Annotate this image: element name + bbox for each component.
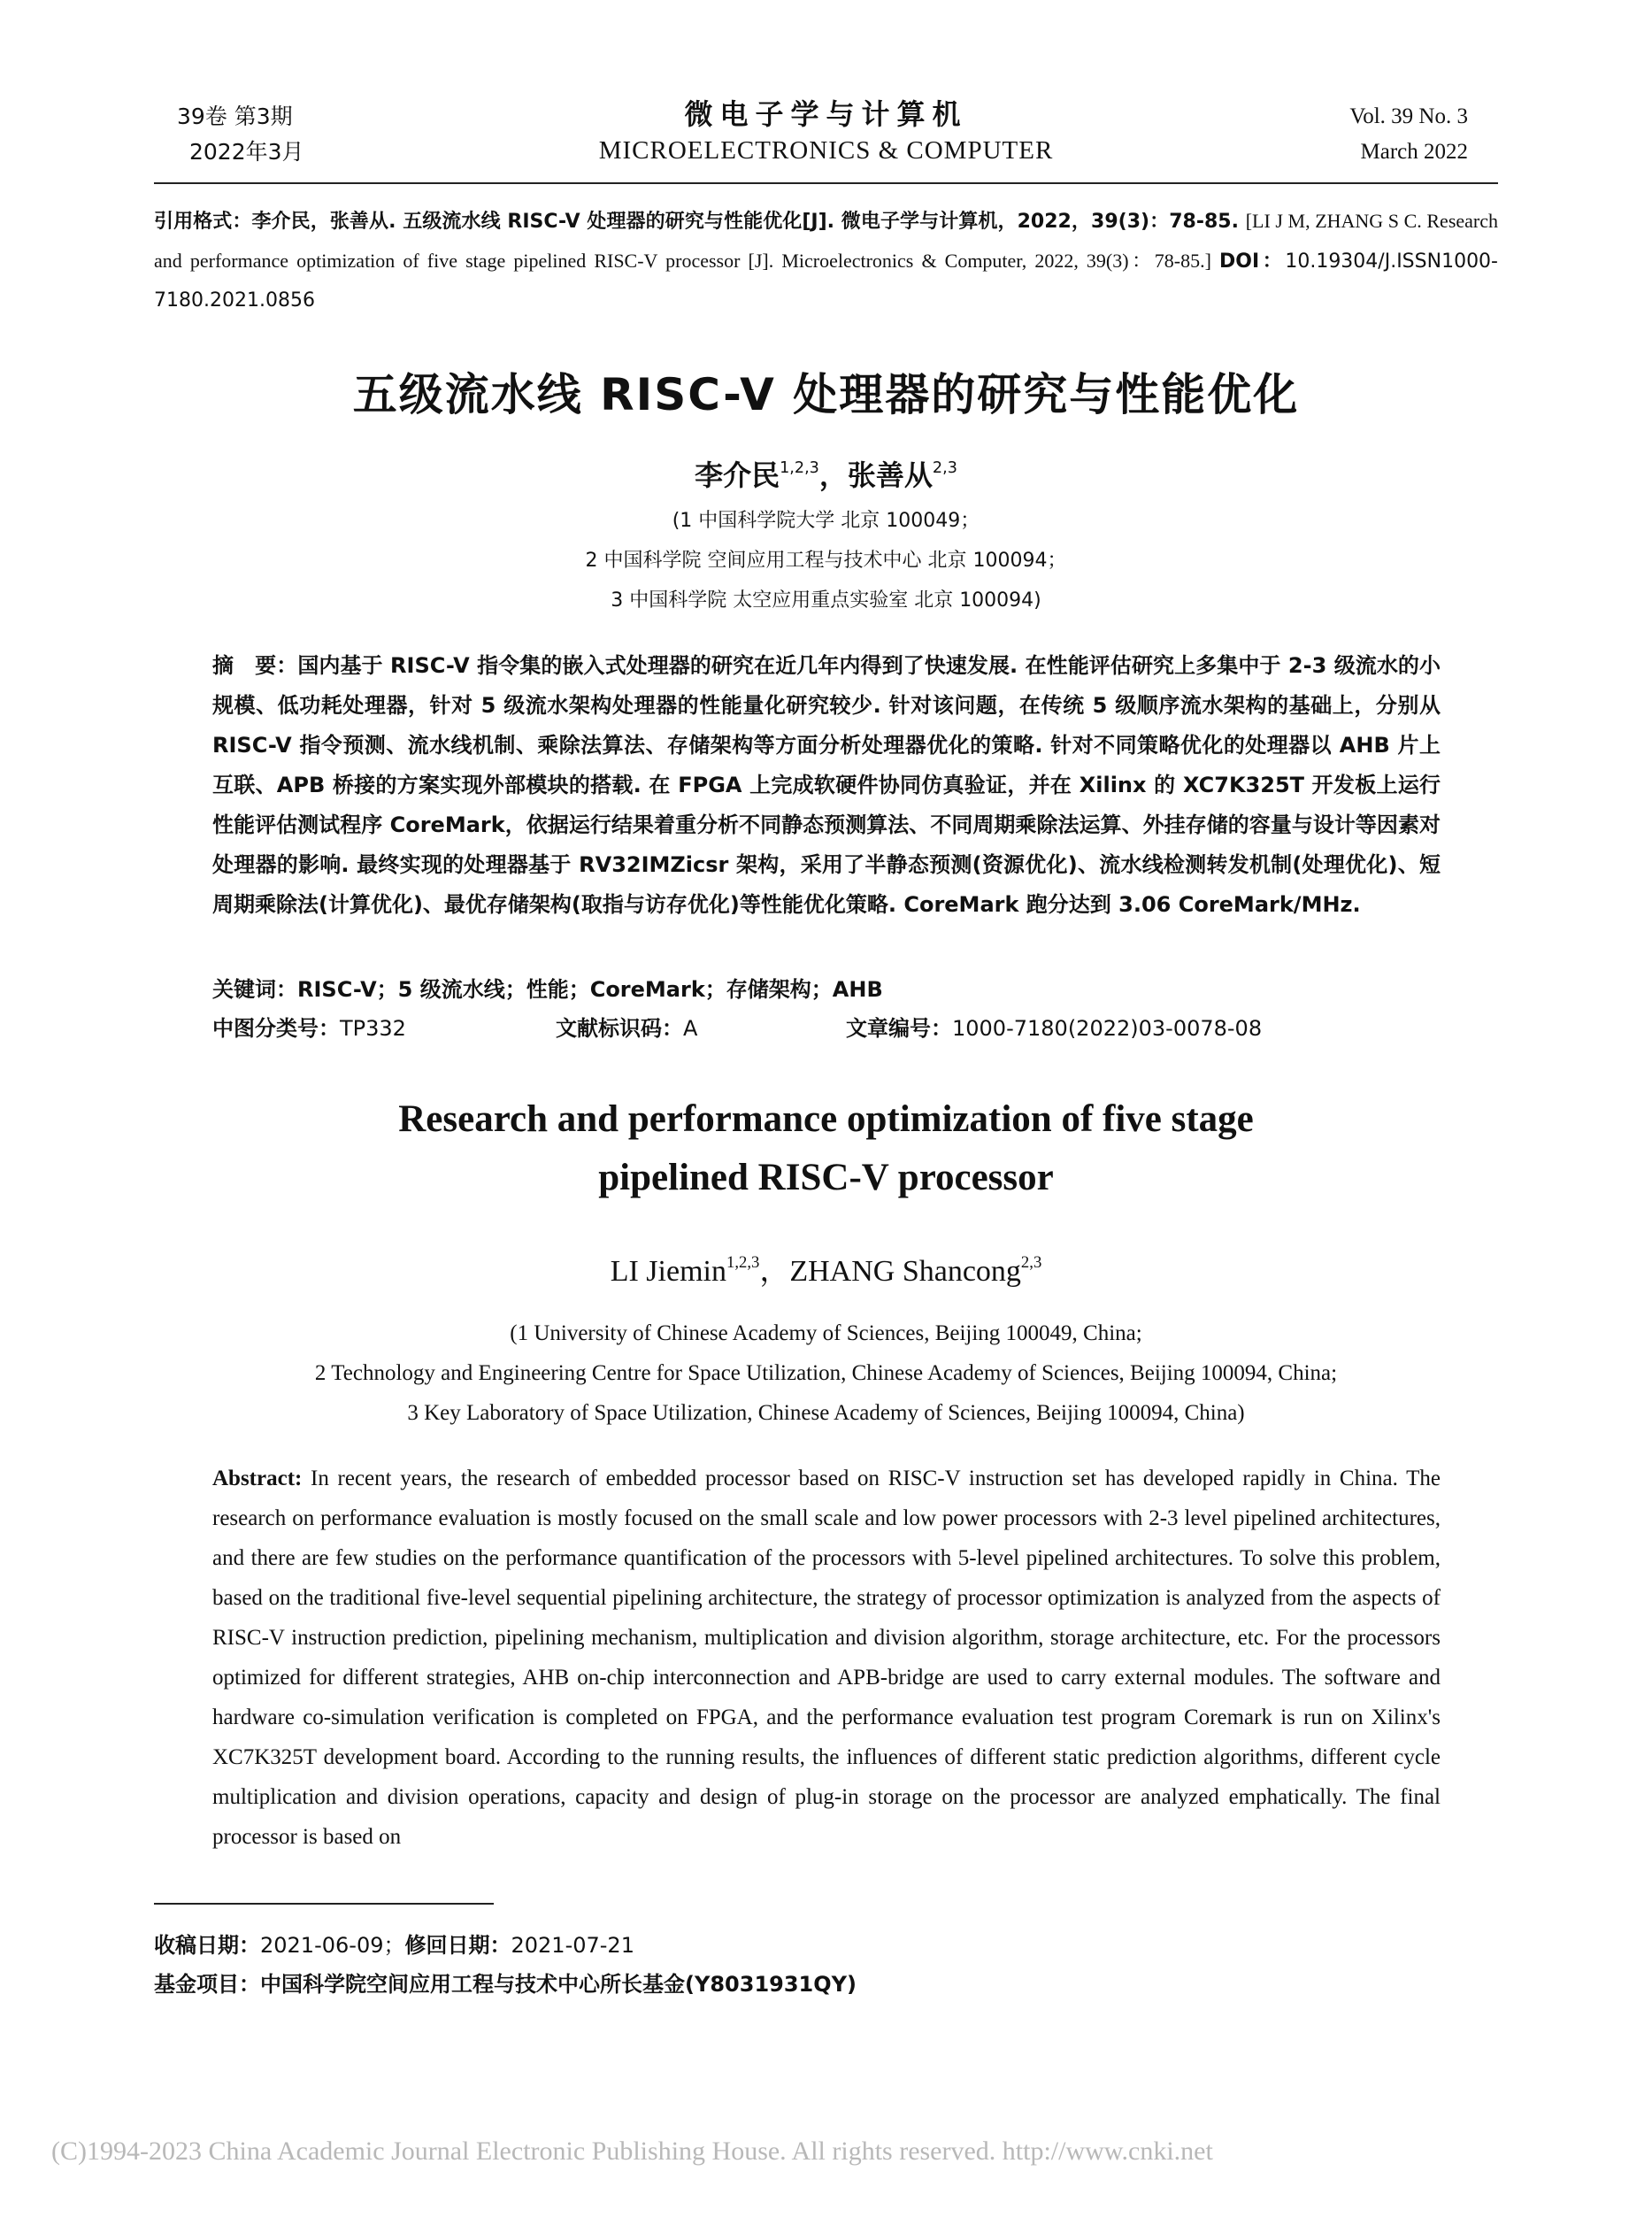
abstract-en-text: In recent years, the research of embedded processor based on RISC-V instruction set has developed rapidly in China. The research on performance evaluation is mostly focused on the small scale and low power processors with 2-3 level pipelined architectures, and there are few studies on the performance quantification of the processors with 5-level pipelined architectures. To solve this problem, based on the traditional five-level sequential pipelining architecture, the strategy of processor optimization is analyzed from the aspects of RISC-V instruction prediction, pipelining mechanism, multiplication and division algorithm, storage architecture, etc. For the processors optimized for different strategies, AHB on-chip interconnection and APB-bridge are used to carry external modules. The software and hardware co-simulation verification is completed on FPGA, and the performance evaluation test program Coremark is run on Xilinx's XC7K325T development board. According to the running results, the influences of different static prediction algorithms, different cycle multiplication and division operations, capacity and design of plug-in storage on the processor are analyzed emphatically. The final processor is based on <box>212 1467 1441 1849</box>
fund-text: 中国科学院空间应用工程与技术中心所长基金(Y8031931QY) <box>260 1972 857 1997</box>
article-no-value: 1000-7180(2022)03-0078-08 <box>952 1016 1263 1041</box>
keywords-cn <box>212 970 1441 1009</box>
received-date: 2021-06-09 <box>260 1933 384 1958</box>
footnote <box>154 1926 857 2004</box>
authors-cn <box>154 453 1498 494</box>
author-separator: ， <box>818 458 848 492</box>
affiliations-en <box>154 1313 1498 1433</box>
doc-code-item <box>556 1009 697 1048</box>
keywords-cn-text: RISC-V；5 级流水线；性能；CoreMark；存储架构；AHB <box>297 977 883 1002</box>
abstract-en <box>212 1459 1441 1857</box>
doi-value[interactable]: 10.19304/J.ISSN1000-7180.2021.0856 <box>154 250 1498 312</box>
citation-label: 引用格式： <box>154 211 252 233</box>
volume-en: Vol. 39 No. 3 <box>1349 104 1468 128</box>
journal-name-cn: 微电子学与计算机 <box>684 97 968 131</box>
dates-separator: ； <box>383 1933 405 1958</box>
article-no-item <box>846 1009 1262 1048</box>
citation-text-en: [LI J M, ZHANG S C. Research and performance optimization of five stage pipelined RISC-V processor [J]. Microelectronics & Computer, 2022, 39(3)：78-85.] <box>154 210 1499 272</box>
issue-info-en <box>1349 99 1468 170</box>
doi-label: DOI： <box>1219 250 1286 273</box>
abstract-cn-text: 国内基于 RISC-V 指令集的嵌入式处理器的研究在近几年内得到了快速发展. 在性能评估研究上多集中于 2-3 级流水的小规模、低功耗处理器，针对 5 级流水架构处理器的性能量化研究较少. 针对该问题，在传统 5 级顺序流水架构的基础上，分别从 RISC-V 指令预测、流水线机制、乘除法算法、存储架构等方面分析处理器优化的策略. 针对不同策略优化的处理器以 AHB 片上互联、APB 桥接的方案实现外部模块的搭载. 在 FPGA 上完成软硬件协同仿真验证，并在 Xilinx 的 XC7K325T 开发板上运行性能评估测试程序 CoreMark，依据运行结果着重分析不同静态预测算法、不同周期乘除法运算、外挂存储的容量与设计等因素对处理器的影响. 最终实现的处理器基于 RV32IMZicsr 架构，采用了半静态预测(资源优化)、流水线检测转发机制(处理优化)、短周期乘除法(计算优化)、最优存储架构(取指与访存优化)等性能优化策略. CoreMark 跑分达到 3.06 CoreMark/MHz. <box>212 653 1441 917</box>
doc-code-value: A <box>683 1016 698 1041</box>
citation-text-cn: 李介民，张善从. 五级流水线 RISC-V 处理器的研究与性能优化[J]. 微电子学与计算机，2022，39(3)：78-85. <box>251 211 1246 233</box>
author1-affil-sup: 1,2,3 <box>780 458 819 477</box>
copyright-watermark: (C)1994-2023 China Academic Journal Electronic Publishing House. All rights reserved. http://www.cnki.net <box>51 2136 1213 2166</box>
abstract-cn <box>212 646 1441 925</box>
footnote-divider <box>154 1903 494 1905</box>
citation-block <box>154 202 1498 320</box>
journal-name-en: MICROELECTRONICS & COMPUTER <box>598 136 1054 165</box>
revised-date: 2021-07-21 <box>511 1933 634 1958</box>
paper-title-en-line2: pipelined RISC-V processor <box>598 1157 1054 1198</box>
affiliations-cn <box>154 501 1498 620</box>
date-cn: 2022年3月 <box>189 139 304 165</box>
author2-affil-sup: 2,3 <box>932 458 957 477</box>
doc-code-label: 文献标识码： <box>556 1016 683 1041</box>
revised-label: 修回日期： <box>404 1933 511 1958</box>
date-en: March 2022 <box>1360 140 1468 164</box>
clc-value: TP332 <box>340 1016 406 1041</box>
author1-name-cn: 李介民 <box>695 458 780 492</box>
journal-name <box>496 96 1156 168</box>
clc-label: 中图分类号： <box>212 1016 340 1041</box>
article-no-label: 文章编号： <box>846 1016 952 1041</box>
fund-label: 基金项目： <box>154 1972 260 1997</box>
affiliation-en-2: 2 Technology and Engineering Centre for Space Utilization, Chinese Academy of Sciences, Beijing 100094, China; <box>314 1361 1338 1385</box>
author1-name-en: LI Jiemin <box>610 1255 726 1288</box>
header-divider <box>154 182 1498 184</box>
fund-line <box>154 1965 857 2004</box>
clc-item <box>212 1009 406 1048</box>
paper-title-en <box>154 1090 1498 1207</box>
received-label: 收稿日期： <box>154 1933 260 1958</box>
affiliation-cn-3: 3 中国科学院 太空应用重点实验室 北京 100094) <box>611 589 1041 612</box>
author2-name-cn: 张善从 <box>847 458 933 492</box>
affiliation-en-1: (1 University of Chinese Academy of Sciences, Beijing 100049, China; <box>510 1321 1142 1345</box>
paper-title-en-line1: Research and performance optimization of five stage <box>398 1098 1254 1140</box>
author1-en-affil-sup: 1,2,3 <box>726 1253 760 1273</box>
abstract-cn-label: 摘 要： <box>212 653 298 678</box>
volume-cn: 39卷 第3期 <box>177 104 293 129</box>
author-en-separator: ， <box>759 1255 790 1288</box>
affiliation-cn-1: (1 中国科学院大学 北京 100049； <box>672 510 980 532</box>
authors-en <box>154 1246 1498 1290</box>
affiliation-cn-2: 2 中国科学院 空间应用工程与技术中心 北京 100094； <box>585 550 1067 572</box>
issue-info-cn <box>177 99 304 170</box>
abstract-en-label: Abstract: <box>212 1467 303 1490</box>
author2-en-affil-sup: 2,3 <box>1020 1253 1042 1273</box>
paper-title-cn: 五级流水线 RISC-V 处理器的研究与性能优化 <box>352 369 1300 420</box>
affiliation-en-3: 3 Key Laboratory of Space Utilization, Chinese Academy of Sciences, Beijing 100094, China) <box>407 1401 1245 1425</box>
dates-line <box>154 1926 857 1965</box>
author2-name-en: ZHANG Shancong <box>789 1255 1021 1288</box>
keywords-cn-label: 关键词： <box>212 977 297 1002</box>
